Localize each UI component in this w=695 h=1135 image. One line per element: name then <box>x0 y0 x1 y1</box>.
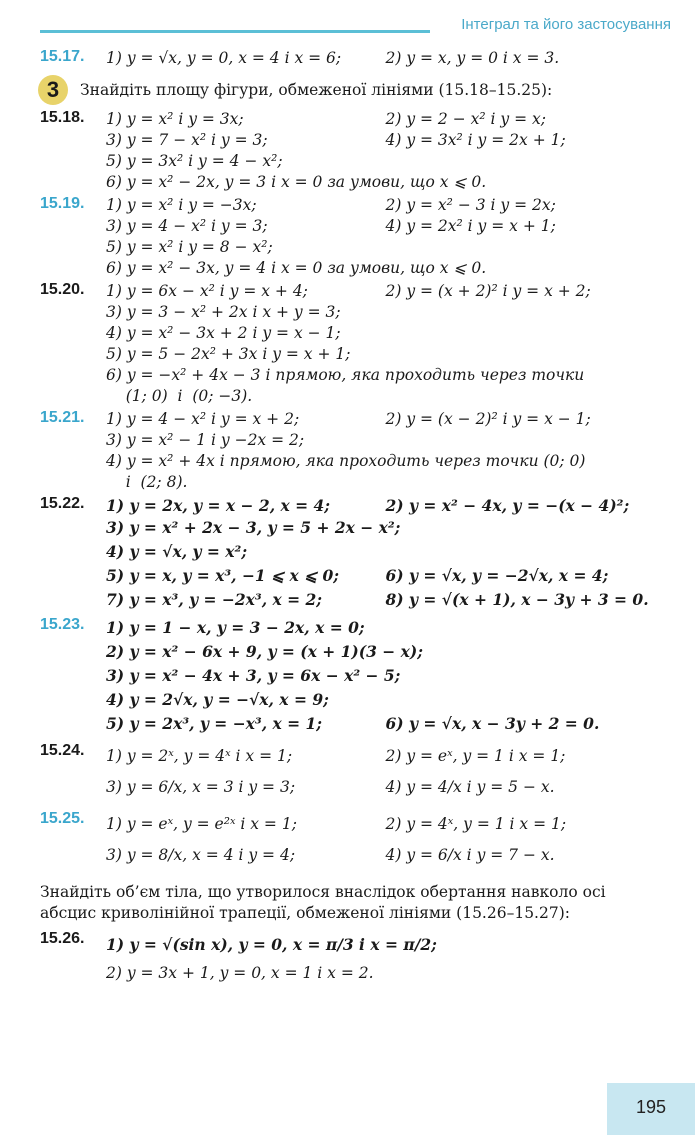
item: 2) y = x² − 3 і y = 2x; <box>385 196 556 214</box>
item: 5) y = 5 − 2x² + 3x і y = x + 1; <box>106 345 351 363</box>
item: 2) y = x² − 4x, y = −(x − 4)²; <box>385 496 630 515</box>
item: 2) y = x² − 6x + 9, y = (x + 1)(3 − x); <box>106 642 423 661</box>
item: 5) y = x, y = x³, −1 ⩽ x ⩽ 0; <box>106 566 340 585</box>
item: і (2; 8). <box>106 473 188 491</box>
item: 2) y = x, y = 0 і x = 3. <box>385 49 560 67</box>
problem-number: 15.22. <box>40 495 85 512</box>
item: 1) y = 6x − x² і y = x + 4; <box>106 282 308 300</box>
item: 3) y = 4 − x² і y = 3; <box>106 217 268 235</box>
problem-15-20 <box>40 281 665 407</box>
item: 3) y = 6/x, x = 3 і y = 3; <box>106 778 296 796</box>
item: 4) y = 2x² і y = x + 1; <box>385 217 556 235</box>
problem-number: 15.19. <box>40 195 85 212</box>
item: 7) y = x³, y = −2x³, x = 2; <box>106 590 323 609</box>
item: 5) y = 2x³, y = −x³, x = 1; <box>106 714 323 733</box>
item: 6) y = −x² + 4x − 3 і прямою, яка проходить через точки <box>106 366 585 384</box>
item: 3) y = x² − 4x + 3, y = 6x − x² − 5; <box>106 666 401 685</box>
problem-number: 15.24. <box>40 742 85 759</box>
item: 4) y = x² + 4x і прямою, яка проходить через точки (0; 0) <box>106 452 586 470</box>
problem-15-22 <box>40 495 665 612</box>
level-badge: 3 <box>38 75 68 105</box>
item: 2) y = 2 − x² і y = x; <box>385 110 546 128</box>
item: 3) y = 7 − x² і y = 3; <box>106 131 268 149</box>
page-content <box>40 48 665 988</box>
problem-15-21 <box>40 409 665 493</box>
item: 2) y = 3x + 1, y = 0, x = 1 і x = 2. <box>106 964 374 982</box>
item: 1) y = 1 − x, y = 3 − 2x, x = 0; <box>106 618 365 637</box>
problem-number: 15.20. <box>40 281 85 298</box>
item: 2) y = (x + 2)² і y = x + 2; <box>385 282 591 300</box>
item: 1) y = x² і y = −3x; <box>106 196 257 214</box>
item: 5) y = x² і y = 8 − x²; <box>106 238 273 256</box>
item: 4) y = 3x² і y = 2x + 1; <box>385 131 566 149</box>
problem-15-19 <box>40 195 665 279</box>
item: 6) y = x² − 3x, y = 4 і x = 0 за умови, що x ⩽ 0. <box>106 259 487 277</box>
problem-number: 15.23. <box>40 616 85 633</box>
item: 3) y = 3 − x² + 2x і x + y = 3; <box>106 303 341 321</box>
item: 6) y = x² − 2x, y = 3 і x = 0 за умови, що x ⩽ 0. <box>106 173 487 191</box>
page-number: 195 <box>635 1097 667 1117</box>
item: 1) y = 2ˣ, y = 4ˣ і x = 1; <box>106 747 293 765</box>
item: 4) y = x² − 3x + 2 і y = x − 1; <box>106 324 341 342</box>
problem-15-17 <box>40 48 665 69</box>
item: 6) y = √x, y = −2√x, x = 4; <box>385 566 609 585</box>
header-title: Інтеграл та його застосування <box>461 16 671 33</box>
running-header <box>40 16 675 40</box>
item: 2) y = 4ˣ, y = 1 і x = 1; <box>385 815 567 833</box>
page-number-tab <box>607 1083 695 1135</box>
item: 8) y = √(x + 1), x − 3y + 3 = 0. <box>385 590 649 609</box>
problem-number: 15.21. <box>40 409 85 426</box>
item: (1; 0) і (0; −3). <box>106 387 253 405</box>
item: 1) y = eˣ, y = e²ˣ і x = 1; <box>106 815 297 833</box>
item: 4) y = 4/x і y = 5 − x. <box>385 778 555 796</box>
problem-number: 15.25. <box>40 810 85 827</box>
level-instruction: Знайдіть площу фігури, обмеженої лініями (15.18–15.25): <box>80 81 553 99</box>
problem-15-18 <box>40 109 665 193</box>
item: 3) y = x² − 1 і y −2x = 2; <box>106 431 305 449</box>
item: 1) y = √x, y = 0, x = 4 і x = 6; <box>106 49 342 67</box>
item: 4) y = √x, y = x²; <box>106 542 248 561</box>
problem-number: 15.18. <box>40 109 85 126</box>
problem-15-26 <box>40 930 665 986</box>
item: 3) y = 8/x, x = 4 і y = 4; <box>106 846 296 864</box>
item: 1) y = 4 − x² і y = x + 2; <box>106 410 300 428</box>
header-rule <box>40 30 430 33</box>
problem-number: 15.17. <box>40 48 85 65</box>
problem-15-23 <box>40 616 665 736</box>
item: 3) y = x² + 2x − 3, y = 5 + 2x − x²; <box>106 518 401 537</box>
item: 6) y = √x, x − 3y + 2 = 0. <box>385 714 600 733</box>
item: 2) y = (x − 2)² і y = x − 1; <box>385 410 591 428</box>
problem-15-24 <box>40 742 665 804</box>
item: 4) y = 2√x, y = −√x, x = 9; <box>106 690 329 709</box>
level-heading <box>38 75 665 105</box>
volume-instruction: Знайдіть об’єм тіла, що утворилося внаслідок обертання навколо осі абсцис криволінійної трапеції, обмеженої лініями (15.26–15.27): <box>40 883 606 922</box>
problem-number: 15.26. <box>40 930 85 947</box>
item: 4) y = 6/x і y = 7 − x. <box>385 846 555 864</box>
item: 2) y = eˣ, y = 1 і x = 1; <box>385 747 566 765</box>
item: 1) y = 2x, y = x − 2, x = 4; <box>106 496 331 515</box>
item: 5) y = 3x² і y = 4 − x²; <box>106 152 283 170</box>
item: 1) y = x² і y = 3x; <box>106 110 244 128</box>
item: 1) y = √(sin x), y = 0, x = π/3 і x = π/2; <box>106 935 437 954</box>
problem-15-25 <box>40 810 665 872</box>
